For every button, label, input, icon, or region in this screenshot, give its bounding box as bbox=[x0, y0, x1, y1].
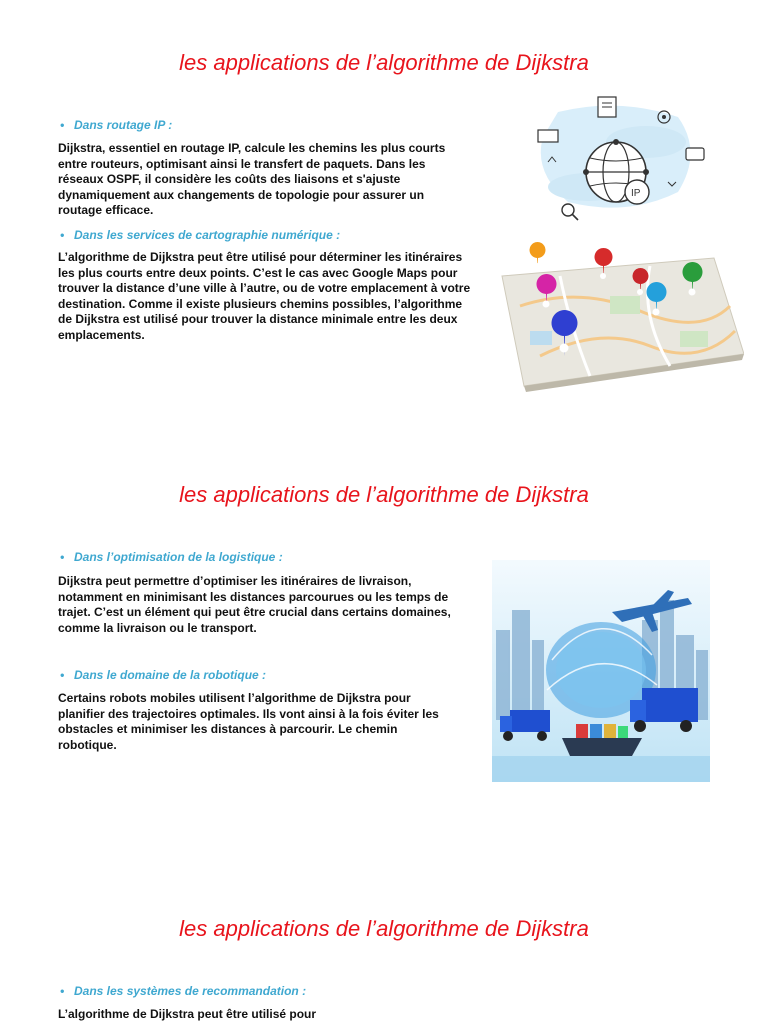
logistics-city-illustration bbox=[492, 560, 710, 782]
slide-1-heading-mapping: • Dans les services de cartographie numérique : bbox=[60, 228, 341, 242]
slide-3-heading-recommendation: • Dans les systèmes de recommandation : bbox=[60, 984, 307, 998]
bullet-icon: • bbox=[60, 668, 65, 682]
slide-2-title: les applications de l’algorithme de Dijkstra bbox=[179, 482, 589, 507]
map-pins-illustration bbox=[500, 236, 744, 408]
ip-label: IP bbox=[631, 188, 641, 199]
network-globe-ip-illustration bbox=[528, 92, 708, 232]
slide-3-paragraph-recommendation: L’algorithme de Dijkstra peut être utilisé pour bbox=[58, 1007, 317, 1021]
slide-2-paragraph-robotics: Certains robots mobiles utilisent l’algorithme de Dijkstra pour planifier des trajectoires optimales. Ils vont ainsi à la fois éviter les obstacles et minimiser les distances à parcourir. Le chemin robotique. bbox=[58, 691, 439, 752]
slide-1-heading-ip-routing: • Dans routage IP : bbox=[60, 118, 173, 132]
slide-2-paragraph-logistics: Dijkstra peut permettre d’optimiser les itinéraires de livraison, notamment en minimisant les distances parcourues ou les temps de trajet. C’est un élément qui peut être crucial dans certains domaines, comme la livraison ou le transport. bbox=[58, 574, 451, 635]
bullet-icon: • bbox=[60, 550, 65, 564]
bullet-icon: • bbox=[60, 118, 65, 132]
bullet-icon: • bbox=[60, 984, 65, 998]
map-pin-orange bbox=[530, 242, 546, 269]
slide-2-heading-robotics: • Dans le domaine de la robotique : bbox=[60, 668, 267, 682]
slide-3-title: les applications de l’algorithme de Dijkstra bbox=[179, 916, 589, 941]
bullet-icon: • bbox=[60, 228, 65, 242]
slide-1-paragraph-mapping: L’algorithme de Dijkstra peut être utilisé pour déterminer les itinéraires les plus courts entre deux points. C’est le cas avec Google Maps pour trouver la distance d’une ville à l’autre, ou de votre emplacement à votre destination. Comme il existe plusieurs chemins possibles, l’algorithme de Dijkstra est utilisé pour trouver la distance minimale entre les deux emplacements. bbox=[58, 250, 471, 342]
slide-2-heading-logistics: • Dans l’optimisation de la logistique : bbox=[60, 550, 283, 564]
slide-1-paragraph-ip-routing: Dijkstra, essentiel en routage IP, calcule les chemins les plus courts entre routeurs, optimisant ainsi le transfert de paquets. Dans les réseaux OSPF, il considère les coûts des liaisons et s'ajuste dynamiquement aux changements de topologie pour assurer un routage efficace. bbox=[58, 141, 446, 217]
slide-1-title: les applications de l’algorithme de Dijkstra bbox=[179, 50, 589, 75]
